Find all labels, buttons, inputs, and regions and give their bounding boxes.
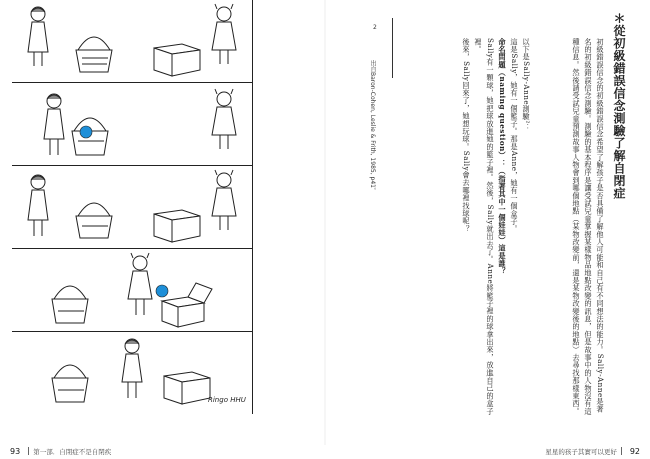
anne-figure [212,170,236,230]
footer-divider [28,447,29,455]
anne-figure [212,4,236,64]
panel-4-illustration [12,249,252,331]
comic-panel-2 [12,83,252,166]
paragraph-5: 後來，Sally回來了，她想玩球。Sally會去哪裡找球呢？ [462,38,471,233]
comic-panel-3 [12,166,252,249]
right-footer [545,444,644,458]
basket-icon [76,37,112,72]
paragraph-intro [534,38,606,418]
footnote-text: 出自Baron-Cohen, Leslie & Frith, 1985, p41。 [369,60,376,194]
panel-2-illustration [12,83,252,165]
left-footer [6,444,111,458]
paragraph-test [452,38,532,418]
paragraph-3: 這是Sally，她有一個籃子。那是Anne，她有一個盒子。 [510,38,519,234]
right-page-number: 92 [629,446,640,456]
illustrator-signature: Ringo HHU [208,396,246,404]
page-gutter [324,0,326,445]
panel-3-illustration [12,166,252,248]
ball-icon [156,285,168,297]
paragraph-4: Sally有一顆球，她把球放進她的籃子裡。然後，Sally就出去了。Anne將籃子裡的球拿出來，放進自己的盒子裡。 [474,38,495,416]
sally-figure [122,339,142,398]
comic-panel-1 [12,0,252,83]
footer-divider [621,447,622,455]
panel-1-illustration [12,0,252,82]
footnote-rule [392,18,393,78]
right-page-text [360,8,628,416]
sally-figure [28,175,48,236]
box-icon [154,210,200,242]
anne-figure [128,253,152,315]
footnote-number: 2 [373,24,377,31]
ball-icon [80,126,92,138]
basket-icon [76,203,112,238]
comic-panel-5 [12,332,252,414]
open-box-icon [162,283,212,327]
naming-question: 命名問題（naming question）：（指著其中一個娃娃）這是誰？ [498,38,507,276]
sally-figure [44,94,64,155]
right-running-title: 星星的孩子其實可以更好 [545,447,617,456]
paragraph-1: 初級錯誤信念的初級錯誤信念希望了解孩子是否具備了解他人可能和自己有不同想法的能力。Sally-Anne是著名的初級錯誤信念測驗。測驗的基本程序是讓受試兒童掌握某樣物品地點改變的訊息，但是故事中的人物沒有這種信息。然後請受試兒童預測故事人物會到哪個地點（某物改變前，還是某物改變後的地點）去尋找那樣東西。 [572,38,605,416]
anne-figure [212,89,236,149]
box-icon [164,372,210,404]
basket-icon [52,365,88,402]
section-heading: ＊從初級錯誤信念測驗了解自閉症 [612,12,626,200]
basket-icon [52,286,88,323]
left-running-title: 第一部．自閉症不是自閉疾 [33,447,112,456]
sally-figure [28,7,48,66]
box-icon [154,44,200,76]
left-page-number: 93 [10,446,21,456]
paragraph-2: 以下是Sally-Anne測驗²： [522,38,531,132]
comic-panel-4 [12,249,252,332]
comic-strip [12,0,253,414]
